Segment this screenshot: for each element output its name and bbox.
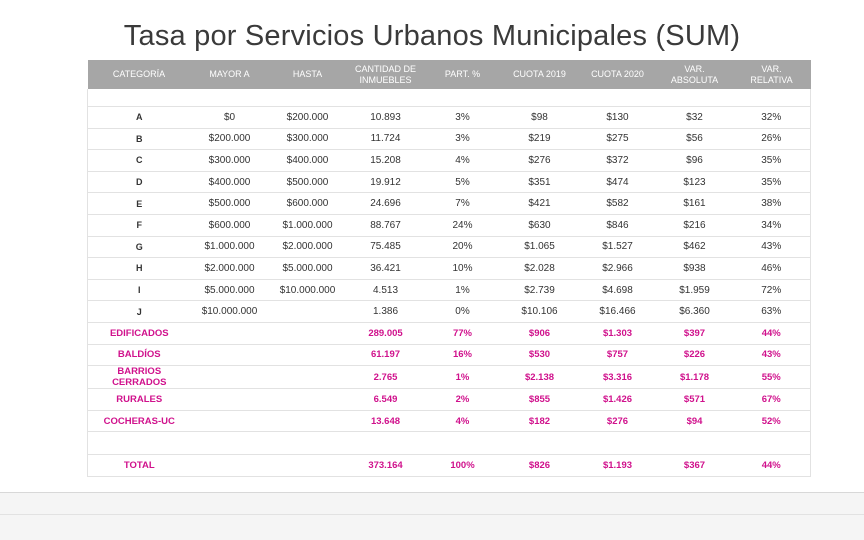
column-header-var-relativa xyxy=(733,60,811,89)
cell-cuota-2020: $276 xyxy=(579,410,657,432)
summary-row xyxy=(88,389,811,411)
column-header-text: PART. % xyxy=(444,69,481,79)
cell-var-relativa: 52% xyxy=(733,410,811,432)
cell-var-relativa: 43% xyxy=(733,344,811,366)
cell-cantidad-inmuebles: 19.912 xyxy=(347,171,425,193)
cell-cantidad-inmuebles: 289.005 xyxy=(347,322,425,344)
cell-part: 16% xyxy=(425,344,501,366)
table-row xyxy=(88,214,811,236)
cell-categoria: RURALES xyxy=(88,389,191,411)
cell-cuota-2019: $826 xyxy=(501,455,579,477)
cell-mayor-a: $0 xyxy=(191,107,269,129)
cell-mayor-a xyxy=(191,410,269,432)
cell-cuota-2020: $474 xyxy=(579,171,657,193)
cell-var-relativa: 67% xyxy=(733,389,811,411)
cell-cantidad-inmuebles: 2.765 xyxy=(347,366,425,389)
cell-cuota-2019: $2.138 xyxy=(501,366,579,389)
cell-hasta xyxy=(269,455,347,477)
cell-mayor-a xyxy=(191,322,269,344)
cell-mayor-a: $10.000.000 xyxy=(191,301,269,323)
cell-cuota-2020: $4.698 xyxy=(579,279,657,301)
cell-cuota-2019: $630 xyxy=(501,214,579,236)
cell-var-absoluta: $938 xyxy=(657,258,733,280)
cell-categoria: E xyxy=(88,193,191,215)
spacer-cell xyxy=(88,432,811,455)
cell-cantidad-inmuebles: 1.386 xyxy=(347,301,425,323)
cell-cantidad-inmuebles: 75.485 xyxy=(347,236,425,258)
cell-var-absoluta: $1.178 xyxy=(657,366,733,389)
cell-part: 3% xyxy=(425,128,501,150)
cell-var-relativa: 32% xyxy=(733,107,811,129)
header-row xyxy=(88,60,811,89)
cell-cantidad-inmuebles: 24.696 xyxy=(347,193,425,215)
cell-cuota-2020: $130 xyxy=(579,107,657,129)
cell-cuota-2020: $1.303 xyxy=(579,322,657,344)
cell-part: 0% xyxy=(425,301,501,323)
cell-var-absoluta: $161 xyxy=(657,193,733,215)
cell-var-absoluta: $94 xyxy=(657,410,733,432)
cell-mayor-a: $200.000 xyxy=(191,128,269,150)
cell-var-absoluta: $56 xyxy=(657,128,733,150)
spacer-cell xyxy=(88,89,811,107)
cell-cuota-2020: $16.466 xyxy=(579,301,657,323)
cell-var-absoluta: $571 xyxy=(657,389,733,411)
cell-categoria: C xyxy=(88,150,191,172)
cell-var-absoluta: $226 xyxy=(657,344,733,366)
column-header-text: CANTIDAD DE xyxy=(354,63,416,74)
cell-categoria: F xyxy=(88,214,191,236)
total-row xyxy=(88,455,811,477)
page-title: Tasa por Servicios Urbanos Municipales (SUM) xyxy=(123,20,741,52)
summary-row xyxy=(88,410,811,432)
cell-mayor-a: $300.000 xyxy=(191,150,269,172)
cell-cuota-2019: $906 xyxy=(501,322,579,344)
cell-mayor-a: $5.000.000 xyxy=(191,279,269,301)
cell-part: 3% xyxy=(425,107,501,129)
cell-var-absoluta: $96 xyxy=(657,150,733,172)
cell-var-relativa: 35% xyxy=(733,150,811,172)
cell-var-absoluta: $1.959 xyxy=(657,279,733,301)
cell-categoria: BALDÍOS xyxy=(88,344,191,366)
cell-var-absoluta: $32 xyxy=(657,107,733,129)
column-header-part xyxy=(425,60,501,89)
cell-categoria: J xyxy=(88,301,191,323)
cell-var-relativa: 38% xyxy=(733,193,811,215)
column-header-hasta xyxy=(269,60,347,89)
cell-cuota-2019: $855 xyxy=(501,389,579,411)
cell-part: 2% xyxy=(425,389,501,411)
cell-cuota-2019: $421 xyxy=(501,193,579,215)
cell-cuota-2019: $2.028 xyxy=(501,258,579,280)
column-header-text: INMUEBLES xyxy=(359,74,412,85)
cell-cuota-2020: $275 xyxy=(579,128,657,150)
cell-mayor-a xyxy=(191,389,269,411)
cell-categoria: I xyxy=(88,279,191,301)
summary-row xyxy=(88,344,811,366)
column-header-text: ABSOLUTA xyxy=(670,74,719,85)
cell-cantidad-inmuebles: 88.767 xyxy=(347,214,425,236)
cell-mayor-a: $600.000 xyxy=(191,214,269,236)
cell-mayor-a xyxy=(191,366,269,389)
cell-part: 77% xyxy=(425,322,501,344)
cell-hasta xyxy=(269,389,347,411)
cell-var-relativa: 43% xyxy=(733,236,811,258)
cell-cantidad-inmuebles: 6.549 xyxy=(347,389,425,411)
cell-categoria: D xyxy=(88,171,191,193)
cell-var-relativa: 46% xyxy=(733,258,811,280)
cell-categoria: BARRIOS CERRADOS xyxy=(88,366,191,389)
cell-part: 1% xyxy=(425,279,501,301)
cell-cuota-2019: $1.065 xyxy=(501,236,579,258)
summary-row xyxy=(88,366,811,389)
cell-hasta: $200.000 xyxy=(269,107,347,129)
column-header-text: CUOTA 2019 xyxy=(513,69,566,79)
cell-part: 20% xyxy=(425,236,501,258)
column-header-text: HASTA xyxy=(292,69,323,79)
column-header-cantidad-inmuebles xyxy=(347,60,425,89)
cell-var-relativa: 35% xyxy=(733,171,811,193)
cell-part: 5% xyxy=(425,171,501,193)
spacer-row xyxy=(88,89,811,107)
cell-mayor-a xyxy=(191,344,269,366)
cell-hasta xyxy=(269,301,347,323)
cell-part: 4% xyxy=(425,150,501,172)
cell-cantidad-inmuebles: 15.208 xyxy=(347,150,425,172)
footer-band xyxy=(0,493,864,540)
table-row xyxy=(88,258,811,280)
cell-categoria: B xyxy=(88,128,191,150)
cell-categoria: COCHERAS-UC xyxy=(88,410,191,432)
table-row xyxy=(88,193,811,215)
cell-part: 24% xyxy=(425,214,501,236)
cell-var-absoluta: $462 xyxy=(657,236,733,258)
cell-var-relativa: 44% xyxy=(733,322,811,344)
column-header-var-absoluta xyxy=(657,60,733,89)
cell-cuota-2019: $182 xyxy=(501,410,579,432)
cell-cuota-2020: $1.527 xyxy=(579,236,657,258)
cell-cuota-2019: $10.106 xyxy=(501,301,579,323)
cell-cuota-2020: $372 xyxy=(579,150,657,172)
cell-cuota-2019: $219 xyxy=(501,128,579,150)
cell-var-relativa: 26% xyxy=(733,128,811,150)
cell-cuota-2020: $1.426 xyxy=(579,389,657,411)
table-row xyxy=(88,128,811,150)
cell-mayor-a: $500.000 xyxy=(191,193,269,215)
cell-var-absoluta: $397 xyxy=(657,322,733,344)
summary-row xyxy=(88,322,811,344)
cell-hasta: $300.000 xyxy=(269,128,347,150)
table-row xyxy=(88,171,811,193)
cell-categoria: A xyxy=(88,107,191,129)
cell-var-absoluta: $367 xyxy=(657,455,733,477)
cell-cantidad-inmuebles: 11.724 xyxy=(347,128,425,150)
column-header-text: CUOTA 2020 xyxy=(591,69,644,79)
table-body xyxy=(88,89,811,476)
column-header-text: RELATIVA xyxy=(750,74,793,85)
cell-part: 7% xyxy=(425,193,501,215)
cell-var-relativa: 55% xyxy=(733,366,811,389)
cell-mayor-a: $1.000.000 xyxy=(191,236,269,258)
sum-rate-table xyxy=(87,60,811,477)
cell-cantidad-inmuebles: 373.164 xyxy=(347,455,425,477)
cell-hasta xyxy=(269,344,347,366)
cell-part: 10% xyxy=(425,258,501,280)
spacer-row xyxy=(88,432,811,455)
column-header-text: VAR. xyxy=(761,63,782,74)
cell-categoria: G xyxy=(88,236,191,258)
cell-cuota-2019: $530 xyxy=(501,344,579,366)
cell-cantidad-inmuebles: 4.513 xyxy=(347,279,425,301)
column-header-mayor-a xyxy=(191,60,269,89)
cell-var-absoluta: $216 xyxy=(657,214,733,236)
cell-hasta: $10.000.000 xyxy=(269,279,347,301)
cell-var-relativa: 34% xyxy=(733,214,811,236)
cell-hasta: $1.000.000 xyxy=(269,214,347,236)
cell-categoria: EDIFICADOS xyxy=(88,322,191,344)
cell-mayor-a: $2.000.000 xyxy=(191,258,269,280)
column-header-cuota-2019 xyxy=(501,60,579,89)
cell-hasta xyxy=(269,366,347,389)
cell-hasta xyxy=(269,410,347,432)
cell-cuota-2019: $98 xyxy=(501,107,579,129)
cell-cuota-2020: $1.193 xyxy=(579,455,657,477)
cell-part: 4% xyxy=(425,410,501,432)
table-row xyxy=(88,236,811,258)
cell-cantidad-inmuebles: 10.893 xyxy=(347,107,425,129)
table-row xyxy=(88,279,811,301)
cell-hasta: $400.000 xyxy=(269,150,347,172)
column-header-text: CATEGORÍA xyxy=(112,69,166,79)
cell-var-absoluta: $123 xyxy=(657,171,733,193)
cell-hasta: $2.000.000 xyxy=(269,236,347,258)
cell-cuota-2019: $2.739 xyxy=(501,279,579,301)
cell-mayor-a xyxy=(191,455,269,477)
column-header-cuota-2020 xyxy=(579,60,657,89)
cell-categoria: TOTAL xyxy=(88,455,191,477)
cell-var-relativa: 72% xyxy=(733,279,811,301)
table-row xyxy=(88,301,811,323)
cell-cuota-2019: $351 xyxy=(501,171,579,193)
cell-cuota-2020: $3.316 xyxy=(579,366,657,389)
cell-cuota-2019: $276 xyxy=(501,150,579,172)
cell-hasta: $5.000.000 xyxy=(269,258,347,280)
cell-mayor-a: $400.000 xyxy=(191,171,269,193)
cell-cuota-2020: $2.966 xyxy=(579,258,657,280)
cell-hasta xyxy=(269,322,347,344)
cell-cuota-2020: $846 xyxy=(579,214,657,236)
cell-var-relativa: 63% xyxy=(733,301,811,323)
cell-cantidad-inmuebles: 36.421 xyxy=(347,258,425,280)
cell-hasta: $600.000 xyxy=(269,193,347,215)
cell-cuota-2020: $757 xyxy=(579,344,657,366)
cell-part: 100% xyxy=(425,455,501,477)
cell-hasta: $500.000 xyxy=(269,171,347,193)
column-header-text: MAYOR A xyxy=(209,69,250,79)
table-header xyxy=(88,60,811,89)
column-header-categoria xyxy=(88,60,191,89)
table-row xyxy=(88,150,811,172)
cell-var-relativa: 44% xyxy=(733,455,811,477)
table-row xyxy=(88,107,811,129)
cell-part: 1% xyxy=(425,366,501,389)
cell-categoria: H xyxy=(88,258,191,280)
column-header-text: VAR. xyxy=(684,63,705,74)
cell-var-absoluta: $6.360 xyxy=(657,301,733,323)
cell-cuota-2020: $582 xyxy=(579,193,657,215)
footer-divider xyxy=(0,514,864,515)
cell-cantidad-inmuebles: 13.648 xyxy=(347,410,425,432)
cell-cantidad-inmuebles: 61.197 xyxy=(347,344,425,366)
